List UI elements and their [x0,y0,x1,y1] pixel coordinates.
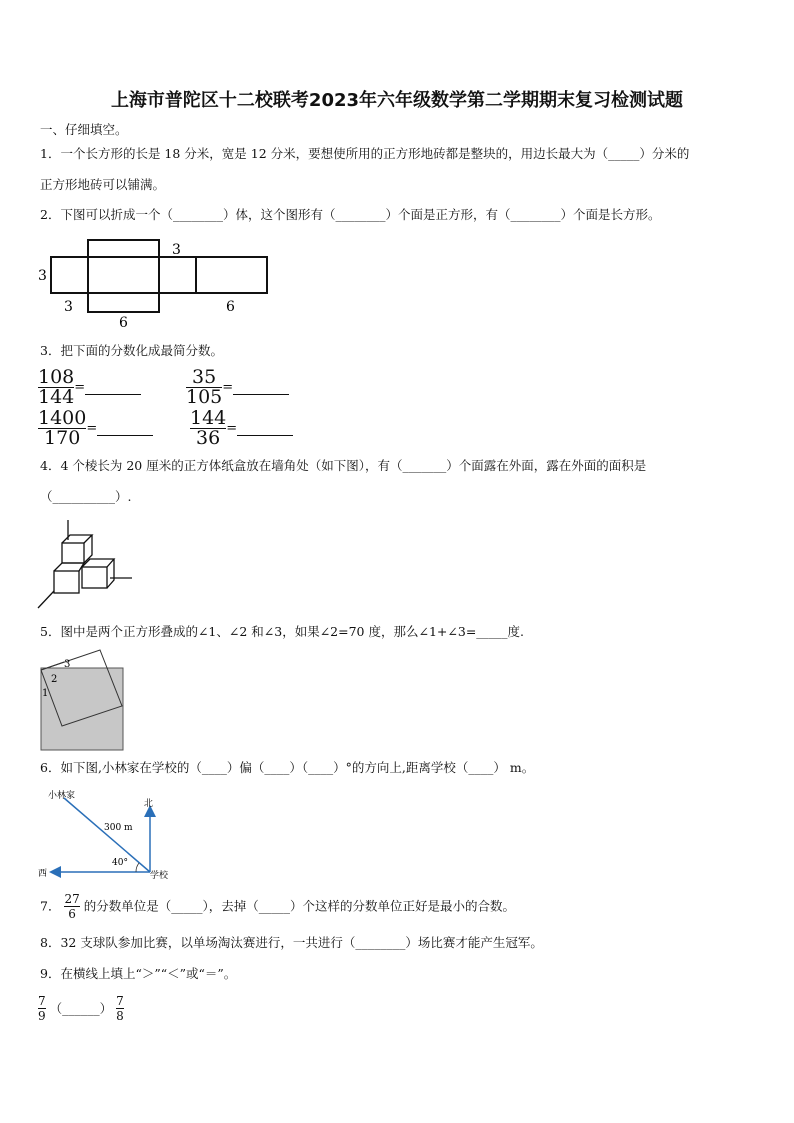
equals-sign: = [86,421,98,436]
fraction [38,368,74,407]
question-4-line-1: 4．4 个棱长为 20 厘米的正方体纸盒放在墙角处（如下图），有（_______）个面露在外面，露在外面的面积是 [40,458,647,473]
angle-label-1: 1 [42,688,49,699]
fraction-right [116,994,124,1023]
direction-diagram [36,786,186,886]
section-heading: 一、仔细填空。 [40,122,128,137]
denominator: 9 [38,1009,46,1023]
answer-line [97,421,153,436]
home-direction-line [64,798,150,872]
cube-bottom-left-top [54,563,84,571]
denominator: 144 [38,386,75,408]
distance-label: 300 m [104,823,133,833]
home-label: 小林家 [48,791,76,801]
net-label-bottom-3: 3 [64,299,73,315]
denominator: 170 [44,427,81,449]
net-face-bottom [88,293,159,312]
question-9-text: 9．在横线上填上“＞”“＜”或“＝”。 [40,966,237,981]
net-label-right-6: 6 [226,299,235,315]
page-title: 上海市普陀区十二校联考2023年六年级数学第二学期期末复习检测试题 [110,90,684,111]
angle-label-2: 2 [51,674,58,685]
denominator: 6 [68,907,76,921]
equals-sign: = [226,421,238,436]
fraction [38,409,86,448]
cube-bottom-left-front [54,571,79,593]
answer-line [237,421,293,436]
fraction-item-4 [190,409,293,448]
net-face-right [159,257,196,293]
net-face-front [88,257,159,293]
question-1-line-1: 1．一个长方形的长是 18 分米，宽是 12 分米，要想使所用的正方形地砖都是整块的，用边长最大为（_____）分米的 [40,146,690,161]
net-label-bottom-6: 6 [119,315,128,330]
fraction [190,409,226,448]
fraction-item-1 [38,368,141,407]
denominator: 36 [196,427,221,449]
question-1-line-2: 正方形地砖可以铺满。 [40,177,166,192]
net-label-left-3: 3 [38,268,47,284]
denominator: 8 [116,1009,124,1023]
cube-top-front [62,543,84,563]
north-label: 北 [144,799,154,809]
question-4-line-2: （__________）. [40,489,132,504]
cuboid-net-figure [36,236,276,330]
question-7-text: 的分数单位是（_____），去掉（_____）个这样的分数单位正好是最小的合数。 [83,898,515,914]
cube-bottom-right-front [82,567,107,588]
question-9-comparison [38,994,124,1023]
west-label: 西 [38,869,48,879]
fraction [64,892,79,921]
question-3-text: 3．把下面的分数化成最简分数。 [40,343,223,358]
question-5-text: 5．图中是两个正方形叠成的∠1、∠2 和∠3，如果∠2=70 度，那么∠1+∠3=_____度. [40,624,525,639]
corner-edge-line [38,591,54,608]
fraction-item-3 [38,409,153,448]
numerator: 1400 [38,407,87,429]
numerator: 7 [116,994,124,1008]
numerator: 35 [186,368,222,388]
question-6-text: 6．如下图,小林家在学校的（____）偏（____）（____）°的方向上,距离学校（____） m。 [40,760,535,775]
net-label-top-3: 3 [172,242,181,258]
question-7 [40,892,515,921]
cube-top-top [62,535,92,543]
angle-label: 40° [112,858,128,868]
denominator: 105 [186,386,223,408]
numerator: 108 [38,366,75,388]
equals-sign: = [74,380,86,395]
fraction-left [38,994,46,1023]
question-8-text: 8．32 支球队参加比赛，以单场淘汰赛进行，一共进行（________）场比赛才能产生冠军。 [40,935,543,950]
fraction [186,368,222,407]
angle-label-3: 3 [64,659,71,670]
school-label: 学校 [150,871,169,881]
equals-sign: = [222,380,234,395]
net-face-top [88,240,159,257]
numerator: 27 [64,892,80,906]
angle-arc [136,863,139,872]
numerator: 144 [190,407,227,429]
question-7-number: 7． [40,898,61,914]
cubes-in-corner-figure [36,516,136,610]
comparison-blank: （______） [49,1000,113,1016]
numerator: 7 [38,994,46,1008]
fraction-item-2 [186,368,289,407]
net-face-left [51,257,88,293]
answer-line [233,380,289,395]
question-2-text: 2．下图可以折成一个（________）体，这个图形有（________）个面是正方形，有（________）个面是长方形。 [40,207,661,222]
overlapping-squares-figure [38,648,128,752]
answer-line [85,380,141,395]
net-face-back [196,257,267,293]
